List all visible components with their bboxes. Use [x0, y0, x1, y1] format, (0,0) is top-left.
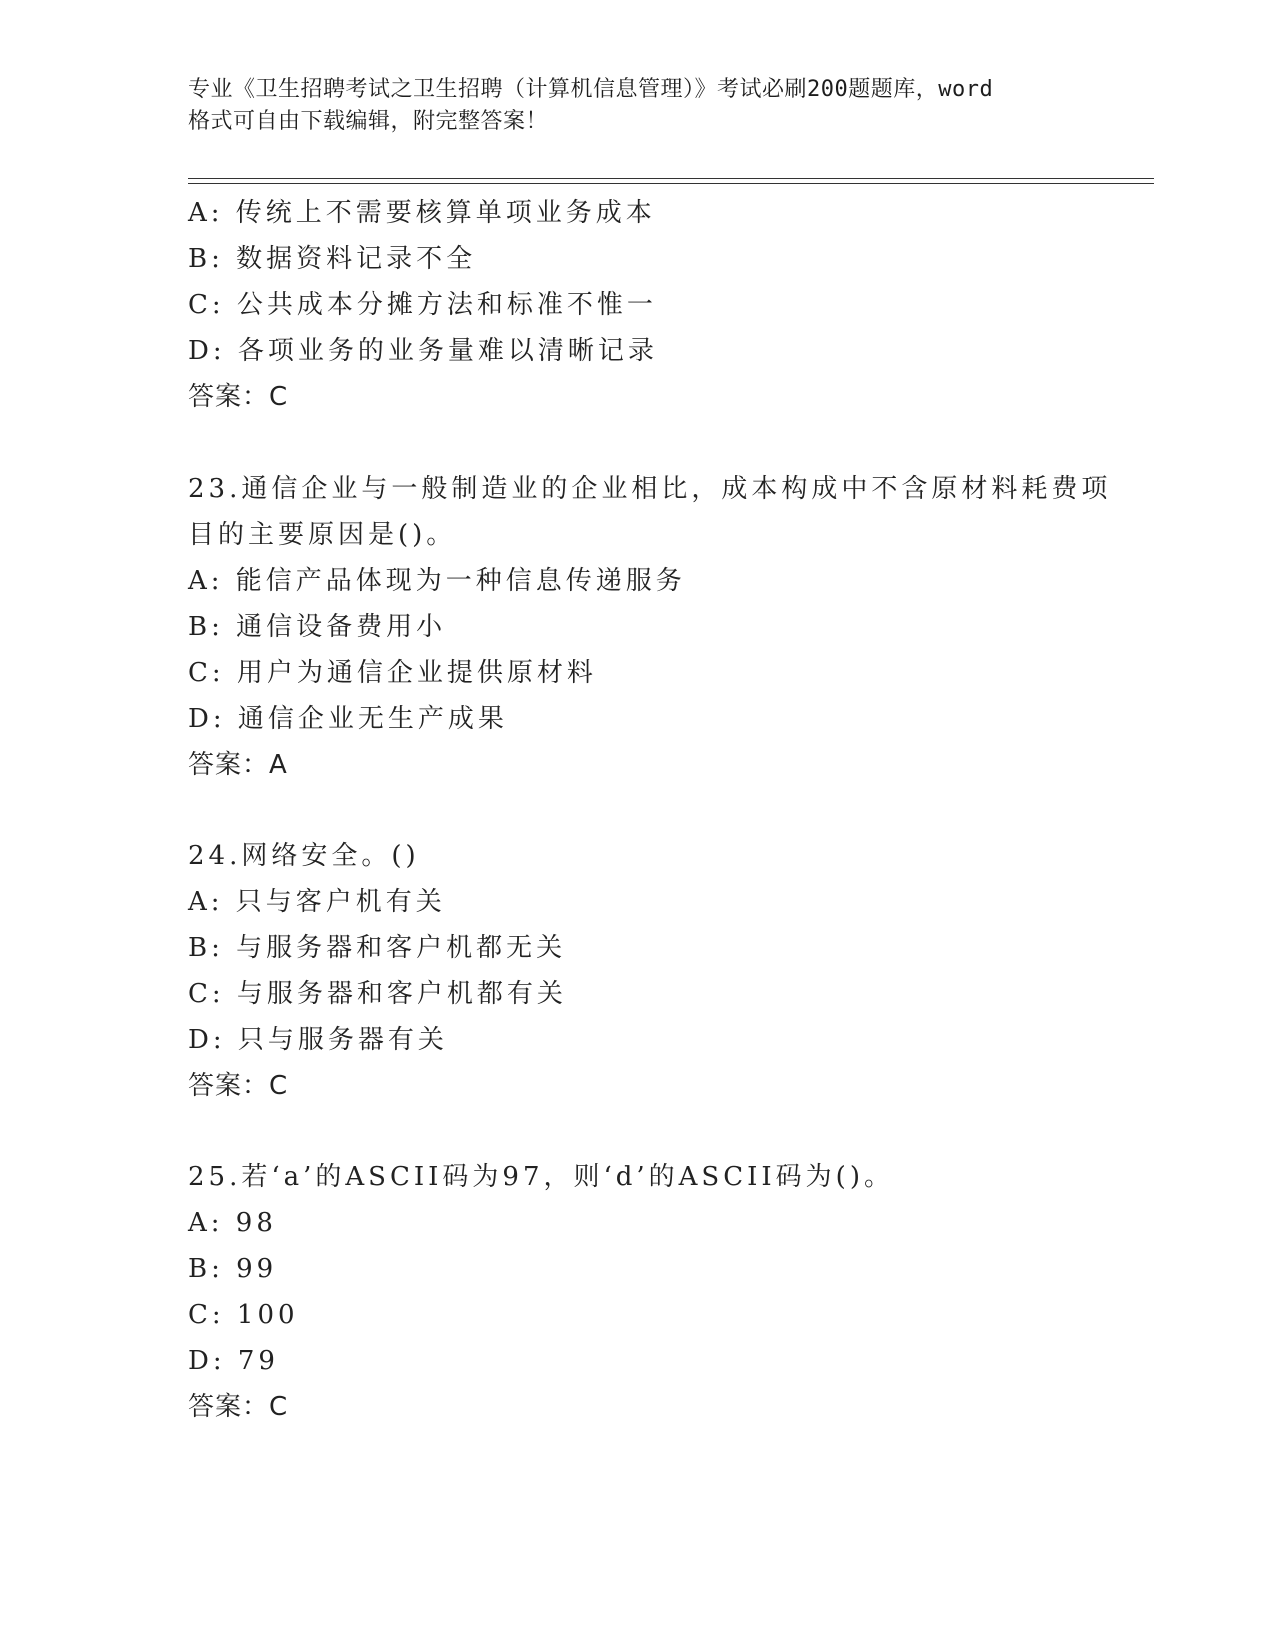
q24-stem: 24.网络安全。()	[188, 841, 420, 871]
header-divider-top	[188, 178, 1154, 179]
q25-option-d: D: 79	[188, 1346, 279, 1376]
header-line-2: 格式可自由下载编辑，附完整答案！	[188, 109, 549, 134]
q24-option-d: D: 只与服务器有关	[188, 1025, 448, 1055]
q25-stem: 25.若‘a’的ASCII码为97，则‘d’的ASCII码为()。	[188, 1162, 894, 1192]
header-divider-bottom	[188, 183, 1154, 184]
q22-option-a: A: 传统上不需要核算单项业务成本	[188, 198, 656, 228]
q24-option-b: B: 与服务器和客户机都无关	[188, 933, 567, 963]
q25-answer: 答案：C	[188, 1392, 289, 1422]
q25-option-a: A: 98	[188, 1208, 277, 1238]
q25-option-c: C: 100	[188, 1300, 299, 1330]
q23-answer: 答案：A	[188, 750, 288, 780]
q23-stem-line-2: 目的主要原因是()。	[188, 520, 457, 550]
q22-option-c: C: 公共成本分摊方法和标准不惟一	[188, 290, 657, 320]
q23-option-a: A: 能信产品体现为一种信息传递服务	[188, 566, 686, 596]
q23-option-b: B: 通信设备费用小	[188, 612, 447, 642]
q24-answer: 答案：C	[188, 1071, 289, 1101]
q22-answer: 答案：C	[188, 382, 289, 412]
q22-option-b: B: 数据资料记录不全	[188, 244, 477, 274]
q24-option-c: C: 与服务器和客户机都有关	[188, 979, 567, 1009]
header-line-1: 专业《卫生招聘考试之卫生招聘（计算机信息管理）》考试必刷200题题库，word	[188, 77, 994, 102]
q25-option-b: B: 99	[188, 1254, 278, 1284]
q22-option-d: D: 各项业务的业务量难以清晰记录	[188, 336, 658, 366]
q23-stem-line-1: 23.通信企业与一般制造业的企业相比，成本构成中不含原材料耗费项	[188, 474, 1112, 504]
q23-option-c: C: 用户为通信企业提供原材料	[188, 658, 597, 688]
q23-option-d: D: 通信企业无生产成果	[188, 704, 508, 734]
document-header	[188, 74, 1088, 138]
q24-option-a: A: 只与客户机有关	[188, 887, 446, 917]
